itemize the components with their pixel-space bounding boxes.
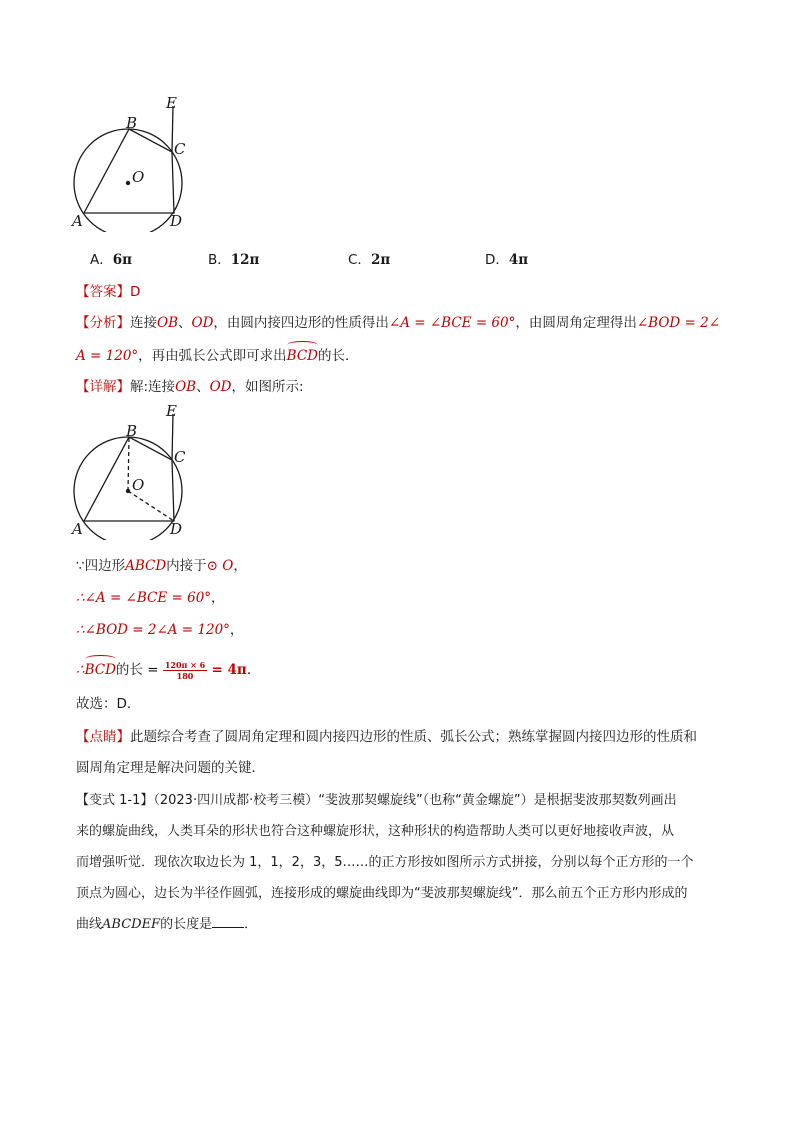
arc-bcd: BCD	[287, 344, 318, 366]
label-a: A	[72, 520, 83, 538]
step-4: ∴BCD的长 = $\frac{120\pi \times 6}{180}$ = 4π．	[76, 659, 261, 681]
step-3: ∴∠BOD = 2∠A = 120°，	[76, 622, 244, 638]
comment-line-2: 圆周角定理是解决问题的关键．	[76, 760, 265, 776]
option-b: B．12π	[208, 252, 260, 268]
label-c: C	[174, 448, 186, 466]
label-a: A	[72, 212, 83, 230]
analysis-line-2: A = 120°，再由弧长公式即可求出BCD的长．	[76, 344, 726, 366]
final-choice: 故选：D．	[76, 696, 141, 712]
option-d: D．4π	[485, 252, 529, 268]
quadrilateral-abcd	[84, 129, 174, 213]
variant-line-1: 【变式 1-1】（2023·四川成都·校考三模）“斐波那契螺旋线”（也称“黄金螺旋”）是根据斐波那契数列画出	[76, 793, 677, 808]
answer-line: 【答案】D	[76, 284, 141, 300]
label-c: C	[174, 140, 186, 158]
detail-line: 【详解】解:连接OB、OD，如图所示:	[76, 379, 304, 395]
step-1: ∵四边形ABCD内接于⊙ O，	[76, 558, 247, 574]
label-b: B	[126, 114, 138, 132]
label-e: E	[166, 94, 177, 112]
step-2: ∴∠A = ∠BCE = 60°，	[76, 590, 225, 606]
arc-length-fraction: $\frac{120\pi \times 6}{180}$	[164, 659, 206, 681]
comment-line-1: 【点睛】此题综合考查了圆周角定理和圆内接四边形的性质、弧长公式；熟练掌握圆内接四边形的性质和	[76, 729, 697, 745]
line-ce	[172, 414, 173, 460]
variant-line-5: 曲线ABCDEF的长度是 ．	[76, 917, 258, 932]
quadrilateral-abcd	[84, 437, 174, 521]
label-d: D	[170, 212, 183, 230]
dashed-ob	[128, 437, 129, 491]
label-o: O	[132, 168, 145, 186]
center-point	[126, 489, 130, 493]
option-a: A．6π	[90, 252, 133, 268]
line-ce	[172, 106, 173, 152]
variant-line-2: 来的螺旋曲线，人类耳朵的形状也符合这种螺旋形状，这种形状的构造帮助人类可以更好地接收声波，从	[76, 824, 675, 839]
variant-line-3: 而增强听觉．现依次取边长为 1，1，2，3，5……的正方形按如图所示方式拼接，分别以每个正方形的一个	[76, 855, 694, 870]
answer-blank[interactable]	[212, 915, 244, 928]
option-c: C．2π	[348, 252, 391, 268]
center-point	[126, 181, 130, 185]
arc-bcd: BCD	[85, 658, 116, 680]
dashed-od	[128, 491, 174, 521]
label-b: B	[126, 422, 138, 440]
label-o: O	[132, 476, 145, 494]
analysis-line-1: 【分析】连接OB、OD，由圆内接四边形的性质得出∠A = ∠BCE = 60°，由圆周角定理得出∠BOD = 2∠	[76, 315, 721, 331]
circle-figure-1	[66, 92, 196, 232]
circle-o	[74, 129, 182, 232]
label-d: D	[170, 520, 183, 538]
circle-figure-2	[66, 400, 196, 540]
label-e: E	[166, 402, 177, 420]
variant-line-4: 顶点为圆心，边长为半径作圆弧，连接形成的螺旋曲线即为“斐波那契螺旋线”．那么前五个正方形内形成的	[76, 886, 688, 901]
